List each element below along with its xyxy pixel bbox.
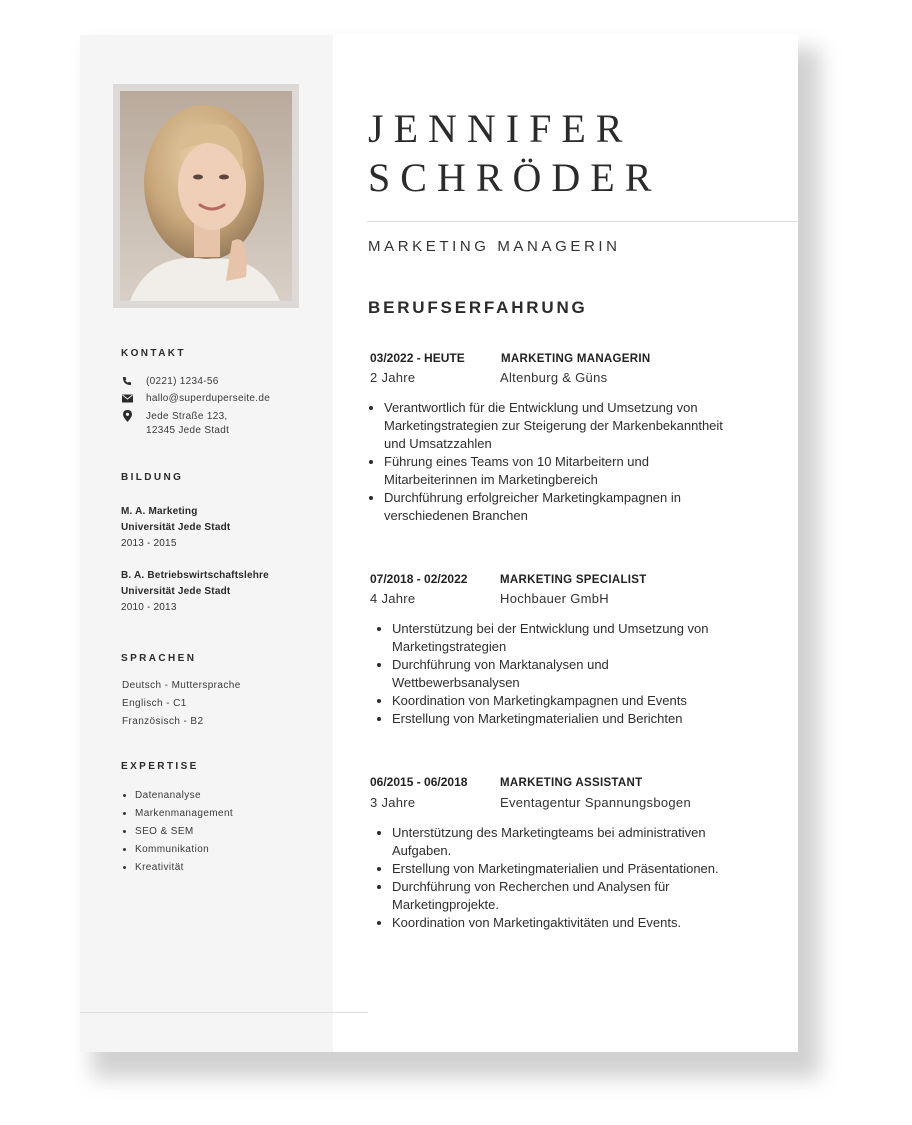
sidebar — [80, 35, 333, 1052]
job-bullet: • Unterstützung des Marketingteams bei administrativen Aufgaben. — [392, 824, 722, 860]
job-duration: 4 Jahre — [370, 591, 416, 606]
job-dates: 07/2018 - 02/2022 — [370, 572, 468, 586]
job-bullet: • Verantwortlich für die Entwicklung und Umsetzung von Marketingstrategien zur Steigerung der Markenbekanntheit und Umsatzzahlen — [384, 399, 744, 453]
years: 2013 - 2015 — [121, 538, 177, 549]
job-bullet: • Koordination von Marketingkampagnen und Events — [392, 692, 732, 710]
job-title: MARKETING ASSISTANT — [500, 777, 643, 789]
years: 2010 - 2013 — [121, 602, 177, 613]
first-name: JENNIFER — [368, 106, 633, 151]
job-duration: 3 Jahre — [370, 795, 416, 810]
phone-icon — [121, 375, 133, 387]
profile-photo-frame — [113, 84, 299, 308]
language-item: Deutsch - Muttersprache — [122, 680, 241, 691]
expertise-item: • Kreativität — [135, 859, 233, 877]
experience-heading: BERUFSERFAHRUNG — [368, 298, 588, 317]
job-bullets — [377, 824, 722, 932]
school: Universität Jede Stadt — [121, 522, 231, 533]
degree: B. A. Betriebswirtschaftslehre — [121, 570, 269, 581]
contact-heading: KONTAKT — [121, 348, 186, 359]
languages-list — [122, 677, 241, 731]
job-role: MARKETING MANAGERIN — [368, 238, 621, 255]
expertise-item: • Datenanalyse — [135, 787, 233, 805]
contact-email — [121, 392, 270, 406]
contact-address — [121, 410, 229, 438]
job-company: Eventagentur Spannungsbogen — [500, 795, 691, 810]
header-divider — [367, 221, 798, 222]
expertise-list — [121, 787, 233, 877]
resume-page — [80, 35, 798, 1052]
job-bullet: • Unterstützung bei der Entwicklung und Umsetzung von Marketingstrategien — [392, 620, 732, 656]
job-duration: 2 Jahre — [370, 370, 416, 385]
expertise-item: • SEO & SEM — [135, 823, 233, 841]
address-line-2: 12345 Jede Stadt — [146, 425, 230, 436]
degree: M. A. Marketing — [121, 506, 198, 517]
expertise-item: • Kommunikation — [135, 841, 233, 859]
job-company: Altenburg & Güns — [500, 370, 608, 385]
education-heading: BILDUNG — [121, 472, 184, 483]
job-title: MARKETING SPECIALIST — [500, 574, 647, 586]
address — [146, 410, 229, 438]
languages-heading: SPRACHEN — [121, 653, 197, 664]
language-item: Französisch - B2 — [122, 716, 204, 727]
job-bullets — [377, 620, 732, 728]
job-dates: 06/2015 - 06/2018 — [370, 775, 468, 789]
profile-photo — [120, 91, 292, 301]
envelope-icon — [121, 392, 133, 404]
phone-number[interactable]: (0221) 1234-56 — [146, 376, 219, 387]
job-bullet: • Durchführung erfolgreicher Marketingkampagnen in verschiedenen Branchen — [384, 489, 744, 525]
job-title: MARKETING MANAGERIN — [501, 353, 651, 365]
location-pin-icon — [121, 410, 133, 422]
expertise-item: • Markenmanagement — [135, 805, 233, 823]
email-address[interactable]: hallo@superduperseite.de — [146, 393, 271, 404]
job-dates: 03/2022 - HEUTE — [370, 351, 465, 365]
expertise-heading: EXPERTISE — [121, 761, 199, 772]
job-bullet: • Durchführung von Marktanalysen und Wettbewerbsanalysen — [392, 656, 732, 692]
school: Universität Jede Stadt — [121, 586, 231, 597]
job-bullet: • Koordination von Marketingaktivitäten und Events. — [392, 914, 722, 932]
contact-phone — [121, 375, 219, 389]
job-bullets — [369, 399, 744, 525]
job-bullet: • Führung eines Teams von 10 Mitarbeitern und Mitarbeiterinnen im Marketingbereich — [384, 453, 744, 489]
last-name: SCHRÖDER — [368, 155, 662, 200]
language-item: Englisch - C1 — [122, 698, 187, 709]
job-bullet: • Erstellung von Marketingmaterialien und Berichten — [392, 710, 732, 728]
bottom-divider — [80, 1012, 368, 1013]
education-entry — [121, 504, 230, 552]
address-line-1: Jede Straße 123, — [146, 411, 228, 422]
job-bullet: • Durchführung von Recherchen und Analysen für Marketingprojekte. — [392, 878, 722, 914]
job-bullet: • Erstellung von Marketingmaterialien und Präsentationen. — [392, 860, 722, 878]
education-entry — [121, 568, 269, 616]
job-company: Hochbauer GmbH — [500, 591, 609, 606]
